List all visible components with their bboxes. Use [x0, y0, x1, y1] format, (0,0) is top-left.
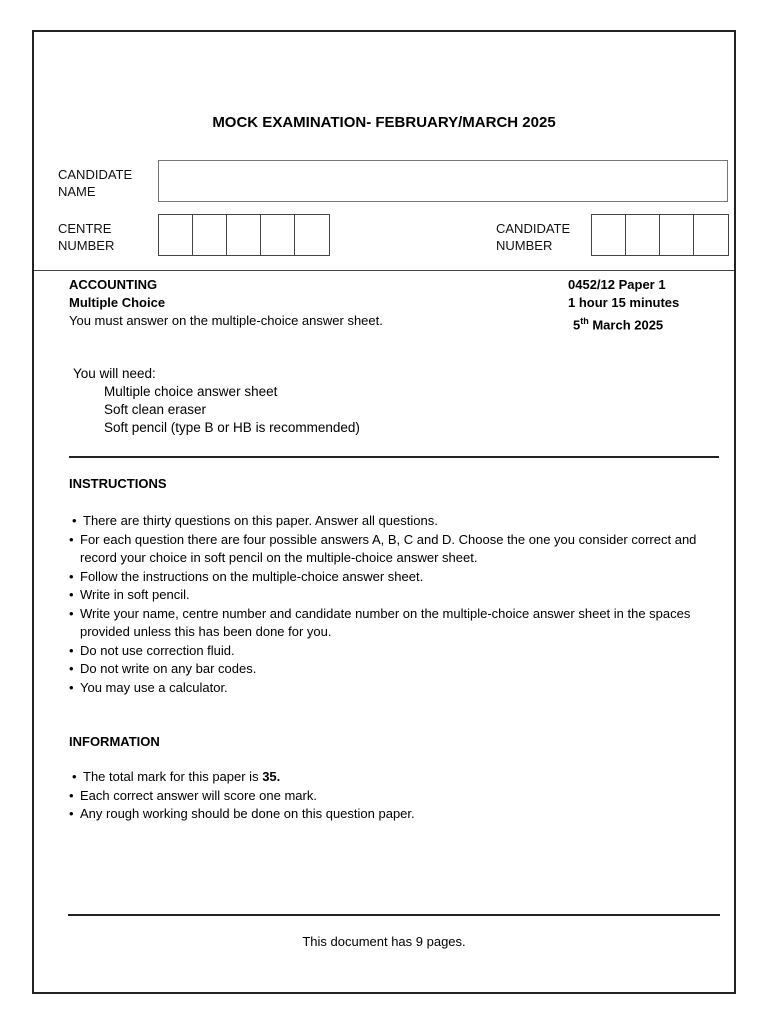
information-item: • Each correct answer will score one mark. — [69, 787, 729, 806]
instruction-item: • Do not write on any bar codes. — [69, 660, 729, 679]
information-item: • Any rough working should be done on this question paper. — [69, 805, 729, 824]
requirement-item: Soft clean eraser — [104, 402, 207, 417]
footer-divider — [68, 914, 720, 916]
centre-number-boxes[interactable] — [158, 214, 330, 256]
instruction-item: • Write in soft pencil. — [69, 586, 729, 605]
paper-code: 0452/12 Paper 1 — [568, 277, 666, 292]
exam-title: MOCK EXAMINATION- FEBRUARY/MARCH 2025 — [212, 114, 556, 131]
paper-date-rest: March 2025 — [588, 317, 664, 333]
instruction-item: • For each question there are four possible answers A, B, C and D. Choose the one you consider correct and record your choice in soft pencil on the multiple-choice answer sheet. — [69, 531, 729, 568]
paper-date-day: 5 — [573, 317, 581, 333]
candidate-number-cell[interactable] — [694, 215, 728, 255]
subject-details — [69, 276, 383, 330]
instructions-heading: INSTRUCTIONS — [69, 476, 167, 491]
instruction-item: • Do not use correction fluid. — [69, 642, 729, 661]
candidate-number-cell[interactable] — [626, 215, 660, 255]
section-divider — [69, 456, 719, 458]
information-list — [69, 768, 729, 824]
candidate-number-cell[interactable] — [592, 215, 626, 255]
paper-details — [568, 276, 679, 334]
paper-date — [568, 312, 679, 334]
exam-cover-page — [32, 30, 736, 994]
requirement-item: Multiple choice answer sheet — [104, 384, 278, 399]
centre-number-label-line1: CENTRE — [58, 221, 112, 236]
total-mark-value: 35. — [262, 769, 281, 784]
centre-number-cell[interactable] — [159, 215, 193, 255]
answer-note: You must answer on the multiple-choice answer sheet. — [69, 313, 383, 328]
requirements-heading: You will need: — [73, 366, 156, 381]
information-heading: INFORMATION — [69, 734, 160, 749]
instruction-item: • Follow the instructions on the multiple-choice answer sheet. — [69, 568, 729, 587]
header-divider — [34, 270, 734, 271]
candidate-number-label — [496, 220, 570, 254]
candidate-name-label — [58, 166, 132, 200]
subject-name: ACCOUNTING — [69, 277, 158, 292]
candidate-number-cell[interactable] — [660, 215, 694, 255]
information-item — [72, 768, 729, 787]
candidate-name-label-line2: NAME — [58, 184, 96, 199]
centre-number-cell[interactable] — [227, 215, 261, 255]
centre-number-label — [58, 220, 114, 254]
candidate-name-label-line1: CANDIDATE — [58, 167, 133, 182]
instruction-item: • There are thirty questions on this paper. Answer all questions. — [72, 512, 729, 531]
candidate-number-label-line2: NUMBER — [496, 238, 553, 253]
requirements-list — [73, 365, 360, 437]
instructions-list — [69, 512, 729, 697]
paper-date-suffix: th — [580, 316, 589, 326]
requirement-item: Soft pencil (type B or HB is recommended) — [104, 420, 360, 435]
instruction-item: • Write your name, centre number and candidate number on the multiple-choice answer sheet in the spaces provided unless this has been done for you. — [69, 605, 729, 642]
centre-number-label-line2: NUMBER — [58, 238, 115, 253]
centre-number-cell[interactable] — [193, 215, 227, 255]
instruction-item: • You may use a calculator. — [69, 679, 729, 698]
paper-type: Multiple Choice — [69, 295, 166, 310]
paper-duration: 1 hour 15 minutes — [568, 295, 680, 310]
page-count-note: This document has 9 pages. — [302, 934, 466, 949]
candidate-name-field[interactable] — [158, 160, 728, 202]
centre-number-cell[interactable] — [261, 215, 295, 255]
total-mark-text: The total mark for this paper is — [83, 769, 263, 784]
centre-number-cell[interactable] — [295, 215, 329, 255]
candidate-number-boxes[interactable] — [591, 214, 729, 256]
candidate-number-label-line1: CANDIDATE — [496, 221, 571, 236]
